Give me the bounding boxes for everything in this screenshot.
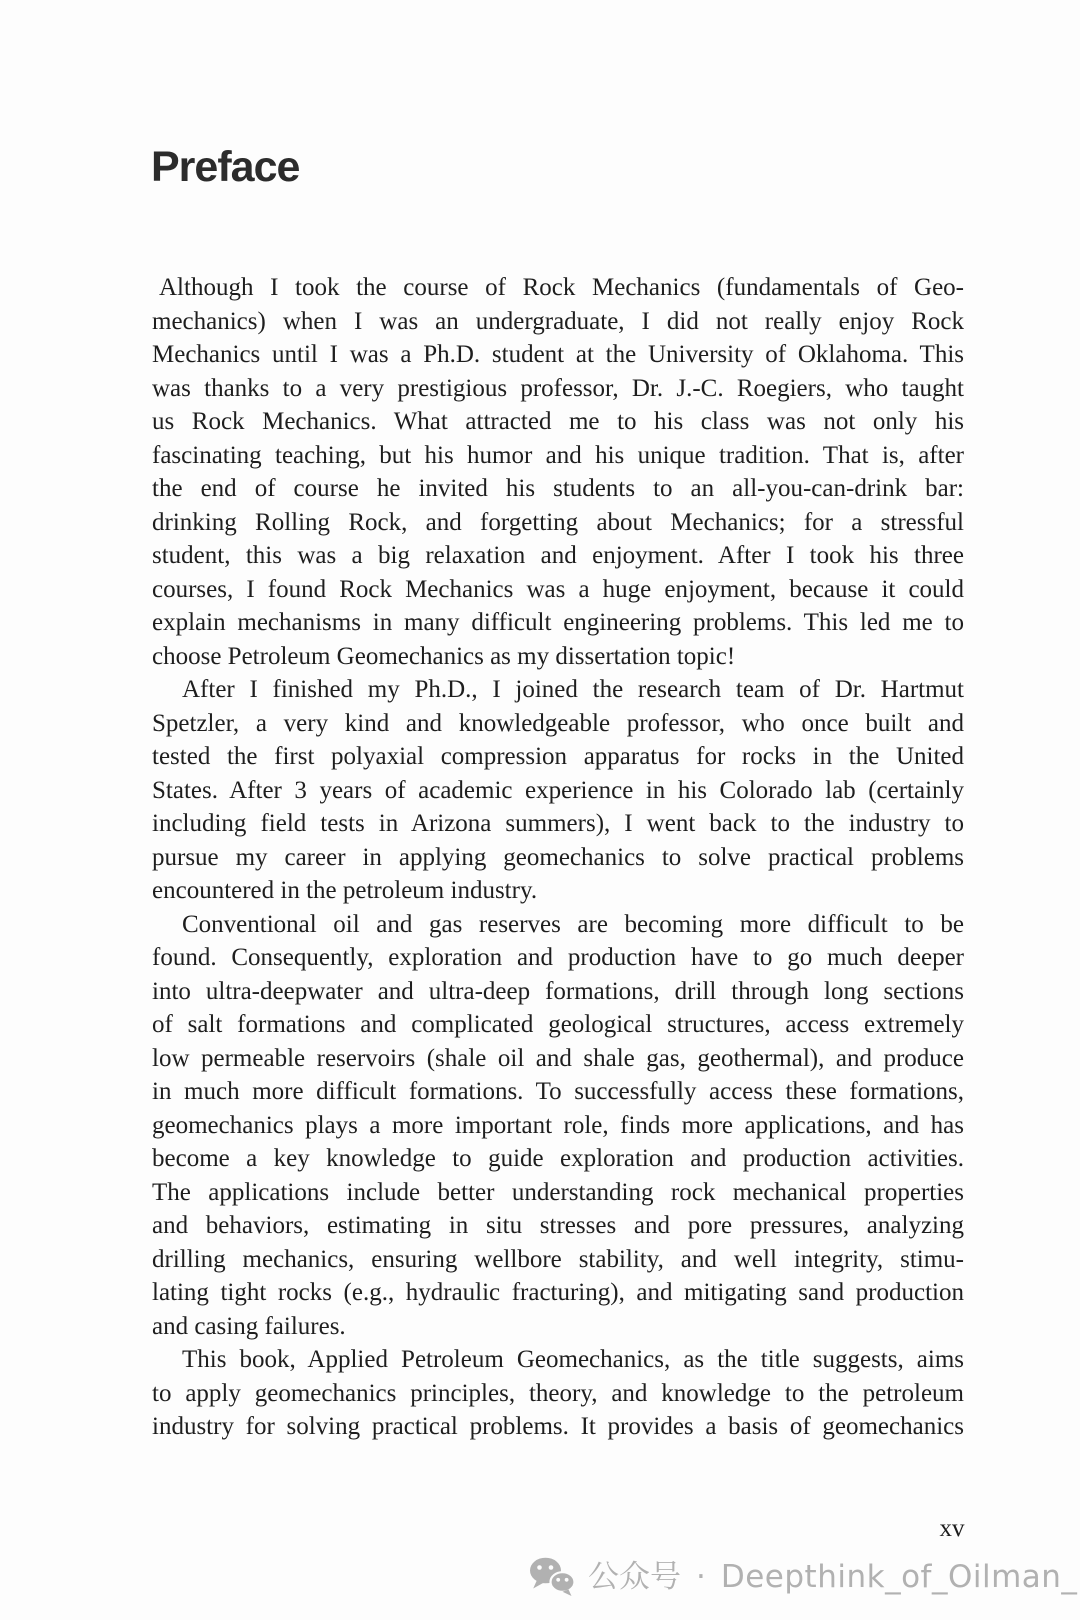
- body-line: to apply geomechanics principles, theory, and knowledge to the petroleum: [152, 1379, 964, 1407]
- watermark-platform-label: 公众号: [588, 1558, 681, 1595]
- body-line: low permeable reservoirs (shale oil and shale gas, geothermal), and produce: [152, 1044, 964, 1072]
- paragraph: [152, 908, 964, 1344]
- body-line: geomechanics plays a more important role, finds more applications, and has: [152, 1111, 964, 1139]
- paragraph: [152, 271, 964, 673]
- body-line: lating tight rocks (e.g., hydraulic fracturing), and mitigating sand production: [152, 1279, 964, 1306]
- wechat-watermark: [528, 1552, 1077, 1602]
- watermark-separator: ·: [696, 1558, 706, 1595]
- body-line: and behaviors, estimating in situ stresses and pore pressures, analyzing: [152, 1212, 964, 1239]
- body-line: the end of course he invited his students to an all-you-can-drink bar:: [152, 475, 964, 502]
- body-line: was thanks to a very prestigious professor, Dr. J.-C. Roegiers, who taught: [152, 374, 964, 402]
- body-line: including field tests in Arizona summers), I went back to the industry to: [152, 810, 964, 837]
- body-line: Conventional oil and gas reserves are becoming more difficult to be: [182, 910, 964, 938]
- wechat-icon: [528, 1556, 576, 1598]
- body-line: Mechanics until I was a Ph.D. student at the University of Oklahoma. This: [152, 341, 964, 368]
- body-line: Spetzler, a very kind and knowledgeable professor, who once built and: [152, 709, 964, 737]
- body-line: The applications include better understanding rock mechanical properties: [152, 1178, 964, 1206]
- body-line: fascinating teaching, but his humor and his unique tradition. That is, after: [152, 441, 964, 469]
- body-line: found. Consequently, exploration and production have to go much deeper: [152, 944, 964, 971]
- body-line: mechanics) when I was an undergraduate, I did not really enjoy Rock: [152, 307, 964, 335]
- body-line: After I finished my Ph.D., I joined the research team of Dr. Hartmut: [182, 676, 964, 703]
- preface-body: [152, 271, 964, 1444]
- body-line: Although I took the course of Rock Mechanics (fundamentals of Geo-: [159, 274, 964, 301]
- body-line: tested the first polyaxial compression apparatus for rocks in the United: [152, 743, 964, 770]
- body-line: courses, I found Rock Mechanics was a huge enjoyment, because it could: [152, 575, 964, 603]
- body-line: States. After 3 years of academic experience in his Colorado lab (certainly: [152, 776, 964, 804]
- body-line: of salt formations and complicated geological structures, access extremely: [152, 1011, 964, 1038]
- body-line: student, this was a big relaxation and enjoyment. After I took his three: [152, 542, 964, 569]
- paragraph: [152, 673, 964, 908]
- page-number: xv: [939, 1515, 965, 1542]
- body-line: choose Petroleum Geomechanics as my dissertation topic!: [152, 642, 736, 670]
- body-line: us Rock Mechanics. What attracted me to his class was not only his: [152, 408, 964, 435]
- body-line: encountered in the petroleum industry.: [152, 877, 538, 904]
- body-line: drinking Rolling Rock, and forgetting about Mechanics; for a stressful: [152, 508, 964, 536]
- body-line: drilling mechanics, ensuring wellbore stability, and well integrity, stimu-: [152, 1245, 964, 1273]
- page-title: Preface: [151, 143, 300, 191]
- body-line: into ultra-deepwater and ultra-deep formations, drill through long sections: [152, 977, 964, 1005]
- body-line: in much more difficult formations. To successfully access these formations,: [152, 1078, 964, 1105]
- body-line: and casing failures.: [152, 1312, 346, 1340]
- body-line: become a key knowledge to guide exploration and production activities.: [152, 1145, 964, 1172]
- body-line: pursue my career in applying geomechanics to solve practical problems: [152, 843, 964, 871]
- body-line: explain mechanisms in many difficult engineering problems. This led me to: [152, 609, 964, 636]
- watermark-account-name: Deepthink_of_Oilman_: [720, 1558, 1078, 1595]
- body-line: industry for solving practical problems. It provides a basis of geomechanics: [152, 1413, 964, 1440]
- paragraph: [152, 1343, 964, 1444]
- body-line: This book, Applied Petroleum Geomechanics, as the title suggests, aims: [182, 1346, 964, 1373]
